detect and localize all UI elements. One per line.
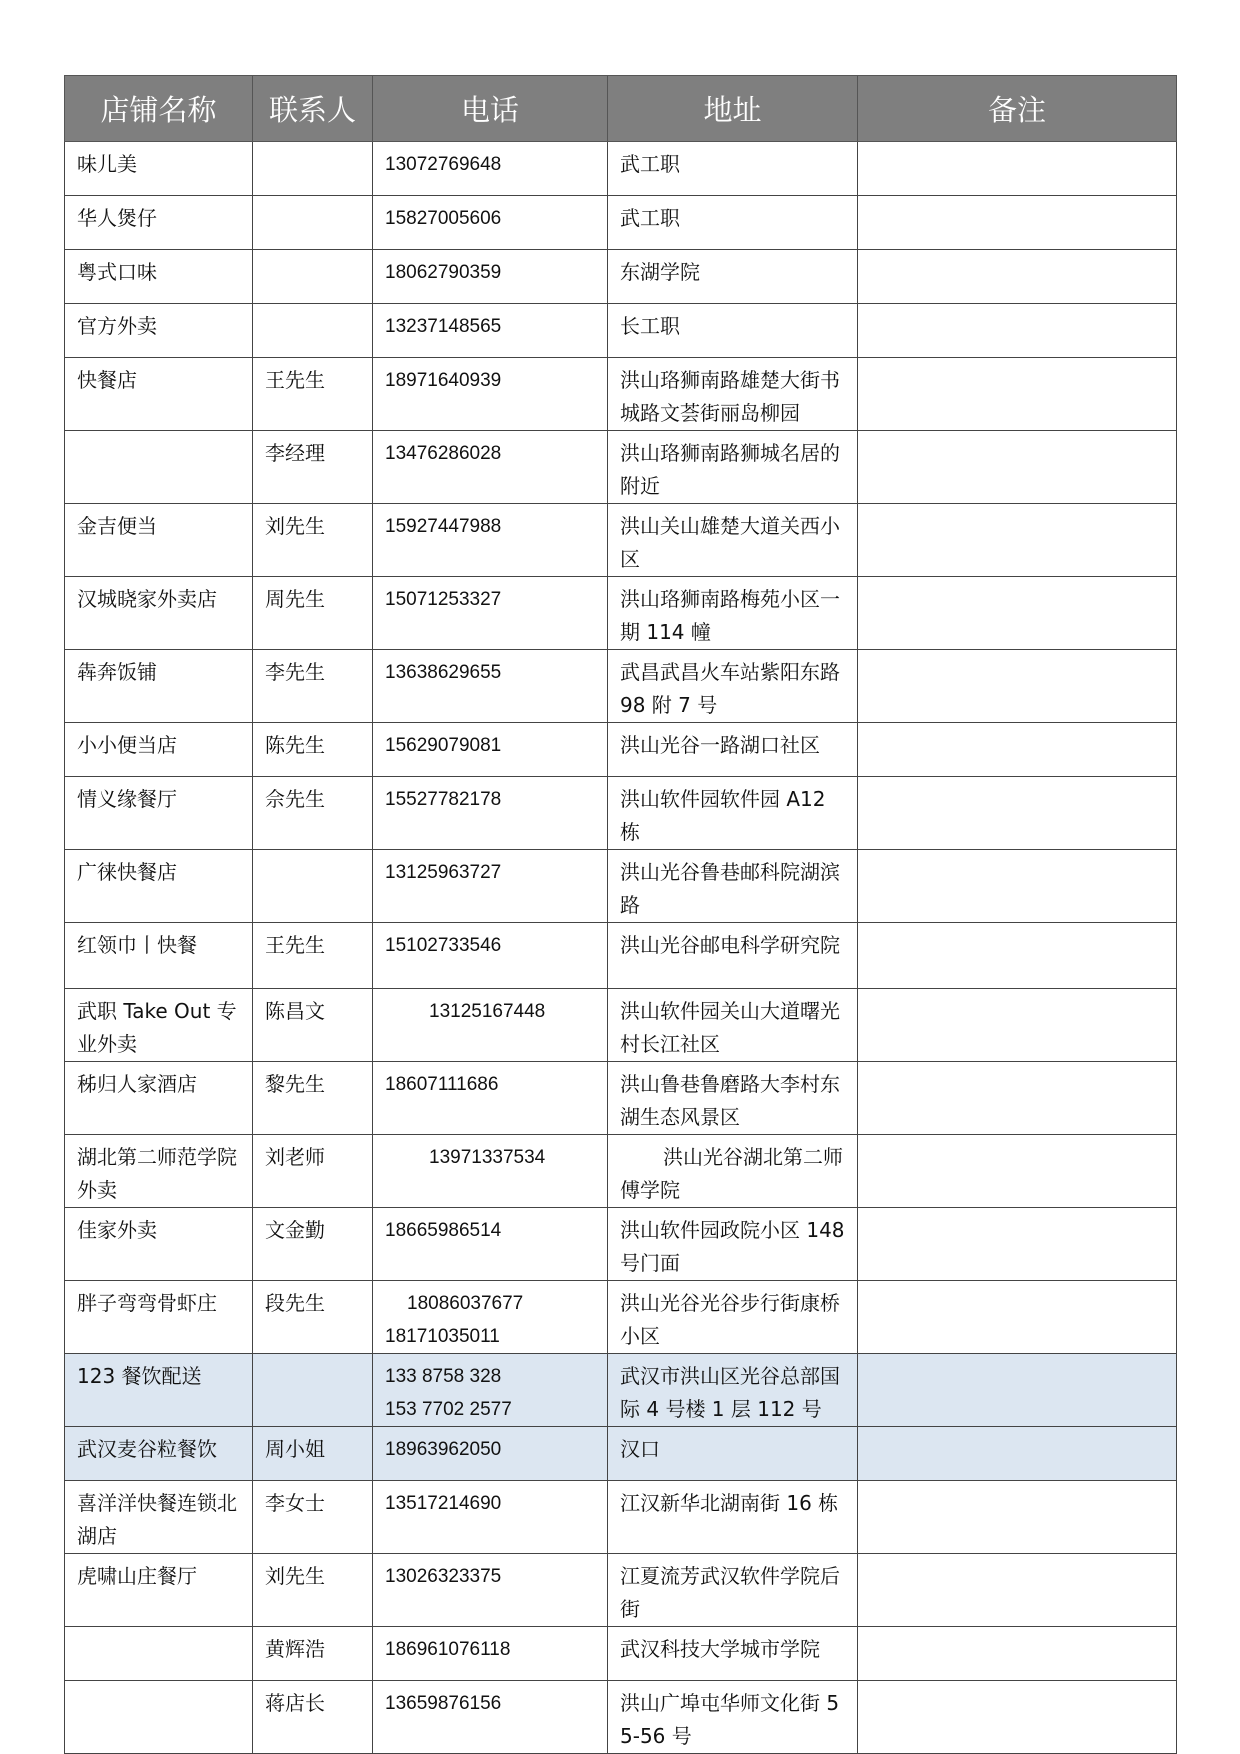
address-cell: 江汉新华北湖南街 16 栋 bbox=[608, 1481, 858, 1554]
table-row bbox=[65, 1681, 1177, 1754]
contact-cell: 王先生 bbox=[253, 358, 373, 431]
phone-cell: 13517214690 bbox=[373, 1481, 608, 1554]
shop-name-cell: 123 餐饮配送 bbox=[65, 1354, 253, 1427]
shop-name-cell bbox=[65, 431, 253, 504]
phone-primary: 133 8758 328 bbox=[385, 1366, 502, 1387]
address-cell: 洪山鲁巷鲁磨路大李村东湖生态风景区 bbox=[608, 1062, 858, 1135]
phone-cell bbox=[373, 1281, 608, 1354]
table-row bbox=[65, 1427, 1177, 1481]
address-cell: 长工职 bbox=[608, 304, 858, 358]
note-cell bbox=[858, 431, 1177, 504]
table-row bbox=[65, 431, 1177, 504]
note-cell bbox=[858, 1062, 1177, 1135]
contact-cell: 蒋店长 bbox=[253, 1681, 373, 1754]
shop-name-cell: 秭归人家酒店 bbox=[65, 1062, 253, 1135]
table-row bbox=[65, 1281, 1177, 1354]
shop-name-cell: 味儿美 bbox=[65, 142, 253, 196]
shop-name-cell: 官方外卖 bbox=[65, 304, 253, 358]
phone-cell: 18963962050 bbox=[373, 1427, 608, 1481]
contact-cell: 刘先生 bbox=[253, 1554, 373, 1627]
table-row bbox=[65, 577, 1177, 650]
address-cell: 江夏流芳武汉软件学院后街 bbox=[608, 1554, 858, 1627]
contact-cell: 李经理 bbox=[253, 431, 373, 504]
address-text: 洪山光谷湖北第二师傅学院 bbox=[620, 1145, 843, 1202]
address-cell: 武汉科技大学城市学院 bbox=[608, 1627, 858, 1681]
address-cell: 洪山光谷光谷步行街康桥小区 bbox=[608, 1281, 858, 1354]
contact-cell bbox=[253, 250, 373, 304]
table-row bbox=[65, 723, 1177, 777]
table-row bbox=[65, 777, 1177, 850]
shop-name-cell: 广徕快餐店 bbox=[65, 850, 253, 923]
header-row bbox=[65, 76, 1177, 142]
note-cell bbox=[858, 304, 1177, 358]
phone-cell: 15927447988 bbox=[373, 504, 608, 577]
note-cell bbox=[858, 577, 1177, 650]
note-cell bbox=[858, 196, 1177, 250]
address-cell: 洪山光谷鲁巷邮科院湖滨路 bbox=[608, 850, 858, 923]
phone-cell bbox=[373, 989, 608, 1062]
contact-cell: 李女士 bbox=[253, 1481, 373, 1554]
contact-cell: 黎先生 bbox=[253, 1062, 373, 1135]
phone-cell: 13638629655 bbox=[373, 650, 608, 723]
contact-cell bbox=[253, 1354, 373, 1427]
shop-name-cell: 武汉麦谷粒餐饮 bbox=[65, 1427, 253, 1481]
address-cell: 武工职 bbox=[608, 142, 858, 196]
note-cell bbox=[858, 504, 1177, 577]
address-cell: 洪山软件园关山大道曙光村长江社区 bbox=[608, 989, 858, 1062]
table-row bbox=[65, 850, 1177, 923]
table-row bbox=[65, 196, 1177, 250]
address-cell: 洪山关山雄楚大道关西小区 bbox=[608, 504, 858, 577]
note-cell bbox=[858, 650, 1177, 723]
address-cell: 洪山光谷一路湖口社区 bbox=[608, 723, 858, 777]
table-row bbox=[65, 1627, 1177, 1681]
contact-cell: 文金勤 bbox=[253, 1208, 373, 1281]
address-cell: 汉口 bbox=[608, 1427, 858, 1481]
address-cell: 洪山光谷邮电科学研究院 bbox=[608, 923, 858, 989]
contact-cell bbox=[253, 304, 373, 358]
header-shop-name: 店铺名称 bbox=[65, 76, 253, 142]
phone-cell: 186961076118 bbox=[373, 1627, 608, 1681]
phone-cell: 18971640939 bbox=[373, 358, 608, 431]
phone-cell: 15071253327 bbox=[373, 577, 608, 650]
header-address: 地址 bbox=[608, 76, 858, 142]
header-note: 备注 bbox=[858, 76, 1177, 142]
table-row bbox=[65, 1481, 1177, 1554]
phone-primary: 13125167448 bbox=[429, 1001, 546, 1022]
phone-cell: 13072769648 bbox=[373, 142, 608, 196]
table-row bbox=[65, 1135, 1177, 1208]
note-cell bbox=[858, 358, 1177, 431]
phone-cell: 15629079081 bbox=[373, 723, 608, 777]
address-cell: 武汉市洪山区光谷总部国际 4 号楼 1 层 112 号 bbox=[608, 1354, 858, 1427]
shop-name-cell bbox=[65, 1627, 253, 1681]
shop-name-cell: 华人煲仔 bbox=[65, 196, 253, 250]
shop-name-cell bbox=[65, 1681, 253, 1754]
table-header bbox=[65, 76, 1177, 142]
phone-cell: 15102733546 bbox=[373, 923, 608, 989]
shop-name-cell: 佳家外卖 bbox=[65, 1208, 253, 1281]
table-row bbox=[65, 1208, 1177, 1281]
phone-cell: 18607111686 bbox=[373, 1062, 608, 1135]
table-row bbox=[65, 989, 1177, 1062]
address-cell bbox=[608, 1135, 858, 1208]
phone-primary: 18086037677 bbox=[407, 1293, 524, 1314]
note-cell bbox=[858, 1208, 1177, 1281]
phone-secondary: 18171035011 bbox=[385, 1326, 500, 1347]
address-cell: 洪山珞狮南路狮城名居的附近 bbox=[608, 431, 858, 504]
phone-cell: 13476286028 bbox=[373, 431, 608, 504]
table-row bbox=[65, 650, 1177, 723]
phone-cell: 13026323375 bbox=[373, 1554, 608, 1627]
shop-name-cell: 小小便当店 bbox=[65, 723, 253, 777]
note-cell bbox=[858, 850, 1177, 923]
shop-name-cell: 粤式口味 bbox=[65, 250, 253, 304]
shop-name-cell: 情义缘餐厅 bbox=[65, 777, 253, 850]
contact-cell: 段先生 bbox=[253, 1281, 373, 1354]
note-cell bbox=[858, 1554, 1177, 1627]
table-row bbox=[65, 504, 1177, 577]
address-cell: 洪山广埠屯华师文化街 55-56 号 bbox=[608, 1681, 858, 1754]
table-row bbox=[65, 923, 1177, 989]
contact-cell: 王先生 bbox=[253, 923, 373, 989]
shop-name-cell: 汉城晓家外卖店 bbox=[65, 577, 253, 650]
contact-cell: 刘先生 bbox=[253, 504, 373, 577]
shop-name-cell: 胖子弯弯骨虾庄 bbox=[65, 1281, 253, 1354]
address-cell: 东湖学院 bbox=[608, 250, 858, 304]
phone-cell: 13659876156 bbox=[373, 1681, 608, 1754]
contact-cell: 陈昌文 bbox=[253, 989, 373, 1062]
contact-cell: 刘老师 bbox=[253, 1135, 373, 1208]
phone-cell: 13125963727 bbox=[373, 850, 608, 923]
table-row bbox=[65, 1062, 1177, 1135]
phone-cell: 13237148565 bbox=[373, 304, 608, 358]
note-cell bbox=[858, 1627, 1177, 1681]
phone-cell: 15527782178 bbox=[373, 777, 608, 850]
contact-cell bbox=[253, 142, 373, 196]
shop-name-cell: 红领巾丨快餐 bbox=[65, 923, 253, 989]
header-contact: 联系人 bbox=[253, 76, 373, 142]
phone-primary: 13971337534 bbox=[429, 1147, 546, 1168]
contact-cell: 周小姐 bbox=[253, 1427, 373, 1481]
address-cell: 武昌武昌火车站紫阳东路 98 附 7 号 bbox=[608, 650, 858, 723]
note-cell bbox=[858, 1354, 1177, 1427]
note-cell bbox=[858, 1281, 1177, 1354]
phone-cell: 18062790359 bbox=[373, 250, 608, 304]
contact-cell bbox=[253, 850, 373, 923]
shop-name-cell: 湖北第二师范学院外卖 bbox=[65, 1135, 253, 1208]
address-cell: 洪山软件园软件园 A12 栋 bbox=[608, 777, 858, 850]
shop-name-cell: 金吉便当 bbox=[65, 504, 253, 577]
note-cell bbox=[858, 1135, 1177, 1208]
note-cell bbox=[858, 142, 1177, 196]
table-body bbox=[65, 142, 1177, 1754]
contact-cell: 李先生 bbox=[253, 650, 373, 723]
contact-cell: 陈先生 bbox=[253, 723, 373, 777]
note-cell bbox=[858, 1681, 1177, 1754]
address-cell: 洪山软件园政院小区 148 号门面 bbox=[608, 1208, 858, 1281]
note-cell bbox=[858, 923, 1177, 989]
shop-name-cell: 虎啸山庄餐厅 bbox=[65, 1554, 253, 1627]
note-cell bbox=[858, 723, 1177, 777]
table-row bbox=[65, 358, 1177, 431]
restaurant-contact-table bbox=[64, 75, 1177, 1754]
phone-cell bbox=[373, 1354, 608, 1427]
note-cell bbox=[858, 1481, 1177, 1554]
phone-cell: 15827005606 bbox=[373, 196, 608, 250]
note-cell bbox=[858, 1427, 1177, 1481]
shop-name-cell: 武职 Take Out 专业外卖 bbox=[65, 989, 253, 1062]
table-row bbox=[65, 1554, 1177, 1627]
address-cell: 武工职 bbox=[608, 196, 858, 250]
contact-cell: 周先生 bbox=[253, 577, 373, 650]
table-row bbox=[65, 142, 1177, 196]
contact-cell: 黄辉浩 bbox=[253, 1627, 373, 1681]
contact-cell bbox=[253, 196, 373, 250]
shop-name-cell: 犇奔饭铺 bbox=[65, 650, 253, 723]
address-cell: 洪山珞狮南路雄楚大街书城路文荟街丽岛柳园 bbox=[608, 358, 858, 431]
phone-secondary: 153 7702 2577 bbox=[385, 1399, 512, 1420]
table-row bbox=[65, 1354, 1177, 1427]
note-cell bbox=[858, 777, 1177, 850]
note-cell bbox=[858, 250, 1177, 304]
shop-name-cell: 喜洋洋快餐连锁北湖店 bbox=[65, 1481, 253, 1554]
shop-name-cell: 快餐店 bbox=[65, 358, 253, 431]
table-row bbox=[65, 304, 1177, 358]
phone-cell bbox=[373, 1135, 608, 1208]
address-cell: 洪山珞狮南路梅苑小区一期 114 幢 bbox=[608, 577, 858, 650]
contact-cell: 佘先生 bbox=[253, 777, 373, 850]
note-cell bbox=[858, 989, 1177, 1062]
header-phone: 电话 bbox=[373, 76, 608, 142]
table-row bbox=[65, 250, 1177, 304]
phone-cell: 18665986514 bbox=[373, 1208, 608, 1281]
